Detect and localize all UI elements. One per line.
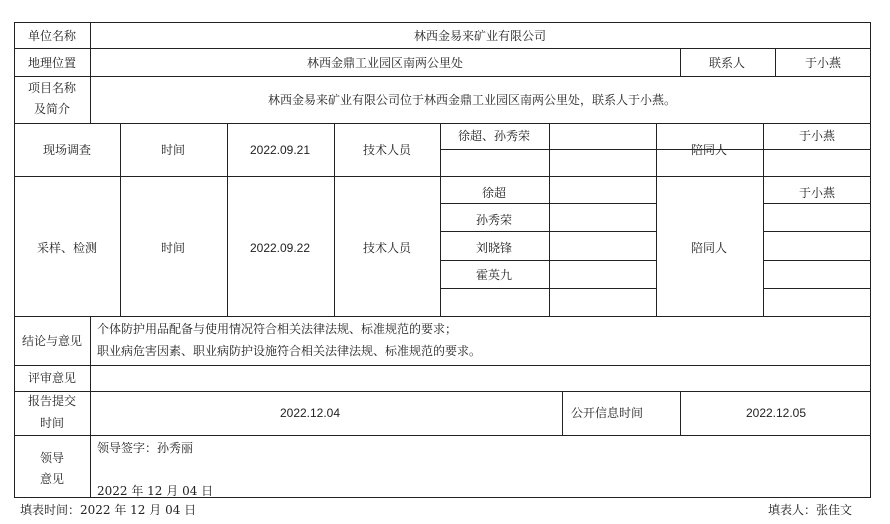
survey-tech-label: 技术人员 (362, 143, 412, 157)
row-divider (440, 260, 656, 261)
survey-accompany-label: 陪同人 (690, 143, 728, 157)
filler: 填表人：张佳文 (768, 503, 853, 517)
review-label: 评审意见 (27, 371, 77, 385)
sampling-label: 采样、检测 (36, 241, 98, 255)
row-divider (14, 176, 871, 177)
col-divider (440, 123, 441, 316)
survey-date: 2022.09.21 (249, 143, 311, 157)
col-divider (656, 123, 657, 316)
row-divider (14, 365, 871, 366)
col-divider (227, 123, 228, 316)
sampling-staff-item: 霍英九 (475, 268, 513, 282)
location-label: 地理位置 (27, 56, 77, 70)
site-survey-label: 现场调查 (42, 143, 92, 157)
col-divider (680, 48, 681, 76)
row-divider (14, 123, 871, 124)
contact-label: 联系人 (708, 56, 746, 70)
project-label-line2: 及简介 (33, 102, 71, 116)
col-divider (90, 316, 91, 498)
col-divider (680, 391, 681, 435)
leader-signature: 领导签字：孙秀丽 (97, 441, 194, 455)
report-date: 2022.12.04 (279, 406, 341, 420)
leader-date: 2022 年 12 月 04 日 (97, 484, 214, 498)
survey-time-label: 时间 (160, 143, 186, 157)
public-time-label: 公开信息时间 (570, 406, 644, 420)
row-divider (14, 316, 871, 317)
sampling-accompany-label: 陪同人 (690, 241, 728, 255)
project-label-line1: 项目名称 (27, 81, 77, 95)
conclusion-line-2: 职业病危害因素、职业病防护设施符合相关法律法规、标准规范的要求。 (97, 344, 482, 358)
col-divider (549, 123, 550, 316)
row-divider (14, 76, 871, 77)
report-label-line1: 报告提交 (27, 394, 77, 408)
public-date: 2022.12.05 (745, 406, 807, 420)
row-divider (763, 260, 871, 261)
conclusion-label: 结论与意见 (21, 334, 83, 348)
col-divider (775, 48, 776, 76)
sampling-staff-item: 孙秀荣 (475, 213, 513, 227)
row-divider (440, 288, 656, 289)
row-divider (763, 231, 871, 232)
survey-tech-staff: 徐超、孙秀荣 (457, 129, 531, 143)
report-label-line2: 时间 (39, 416, 65, 430)
col-divider (120, 123, 121, 316)
row-divider (14, 391, 871, 392)
unit-name-label: 单位名称 (27, 29, 77, 43)
row-divider (14, 435, 871, 436)
sampling-accompany-value: 于小燕 (798, 186, 836, 200)
sampling-tech-label: 技术人员 (362, 241, 412, 255)
leader-label-line2: 意见 (39, 472, 65, 486)
fill-time: 填表时间：2022 年 12 月 04 日 (20, 503, 197, 517)
sampling-staff-item: 刘晓锋 (475, 241, 513, 255)
conclusion-line-1: 个体防护用品配备与使用情况符合相关法律法规、标准规范的要求； (97, 322, 458, 336)
col-divider (763, 123, 764, 316)
sampling-time-label: 时间 (160, 241, 186, 255)
row-divider (14, 48, 871, 49)
unit-name-value: 林西金易来矿业有限公司 (413, 29, 547, 43)
row-divider (763, 203, 871, 204)
col-divider (334, 123, 335, 316)
row-divider (440, 203, 656, 204)
survey-accompany-value: 于小燕 (798, 129, 836, 143)
row-divider (440, 231, 656, 232)
contact-value: 于小燕 (804, 56, 842, 70)
leader-label-line1: 领导 (39, 451, 65, 465)
col-divider (562, 391, 563, 435)
row-divider (763, 288, 871, 289)
sampling-staff-item: 徐超 (481, 186, 507, 200)
col-divider (90, 22, 91, 123)
sampling-date: 2022.09.22 (249, 241, 311, 255)
project-intro: 林西金易来矿业有限公司位于林西金鼎工业园区南两公里处，联系人于小燕。 (267, 93, 677, 107)
location-value: 林西金鼎工业园区南两公里处 (306, 56, 464, 70)
